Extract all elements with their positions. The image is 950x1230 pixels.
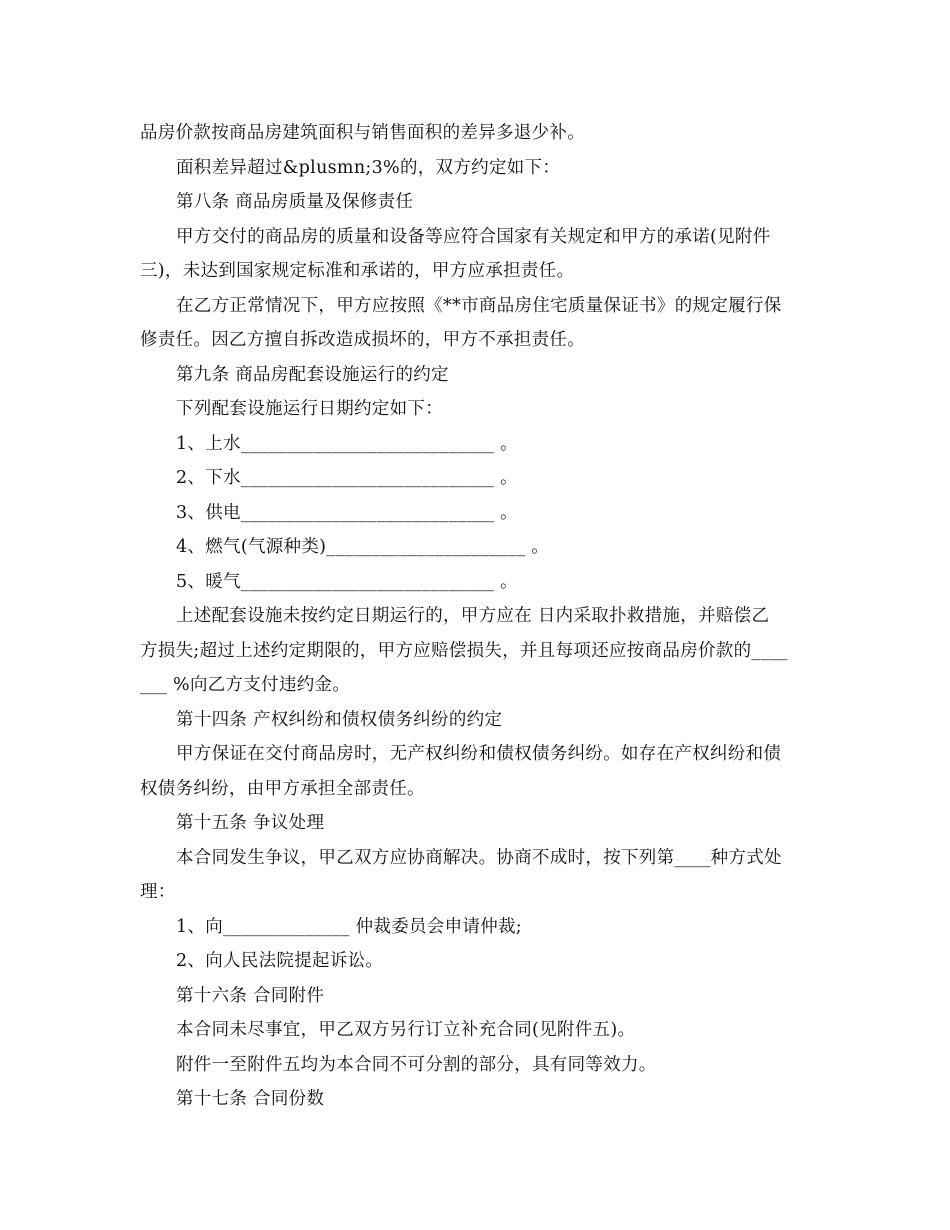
list-item: 2、下水____________________________ 。 — [176, 468, 518, 488]
text-line: 方损失;超过上述约定期限的，甲方应赔偿损失，并且每项还应按商品房价款的____ — [140, 640, 788, 661]
text-line: 本合同发生争议，甲乙双方应协商解决。协商不成时，按下列第____种方式处 — [176, 847, 782, 868]
text-line: 下列配套设施运行日期约定如下： — [176, 399, 443, 419]
text-line: 三)，未达到国家规定标准和承诺的，甲方应承担责任。 — [140, 261, 575, 281]
text-line: 附件一至附件五均为本合同不可分割的部分，具有同等效力。 — [176, 1054, 657, 1075]
list-item: 1、上水____________________________ 。 — [176, 433, 518, 454]
list-item: 3、供电____________________________ 。 — [176, 502, 518, 523]
section-heading: 第十七条 合同份数 — [176, 1089, 325, 1109]
section-heading: 第九条 商品房配套设施运行的约定 — [176, 364, 449, 385]
text-line: 在乙方正常情况下，甲方应按照《**市商品房住宅质量保证书》的规定履行保 — [176, 295, 782, 316]
list-item: 2、向人民法院提起诉讼。 — [176, 951, 384, 971]
text-line: 甲方交付的商品房的质量和设备等应符合国家有关规定和甲方的承诺(见附件 — [176, 226, 771, 247]
section-heading: 第十五条 争议处理 — [176, 813, 325, 833]
text-line: 面积差异超过&plusmn;3%的，双方约定如下： — [176, 157, 561, 178]
list-item: 4、燃气(气源种类)______________________ 。 — [176, 537, 550, 557]
section-heading: 第八条 商品房质量及保修责任 — [176, 192, 414, 212]
text-line: 理： — [140, 882, 176, 902]
text-line: ___ %向乙方支付违约金。 — [140, 675, 351, 695]
section-heading: 第十四条 产权纠纷和债权债务纠纷的约定 — [176, 709, 503, 730]
list-item: 5、暖气____________________________ 。 — [176, 571, 518, 592]
text-line: 修责任。因乙方擅自拆改造成损坏的，甲方不承担责任。 — [140, 330, 585, 350]
document-body — [140, 116, 820, 1117]
list-item: 1、向______________ 仲裁委员会申请仲裁; — [176, 916, 522, 937]
text-line: 权债务纠纷，由甲方承担全部责任。 — [140, 778, 425, 799]
section-heading: 第十六条 合同附件 — [176, 985, 325, 1006]
text-line: 品房价款按商品房建筑面积与销售面积的差异多退少补。 — [140, 123, 585, 143]
text-line: 甲方保证在交付商品房时，无产权纠纷和债权债务纠纷。如存在产权纠纷和债 — [176, 744, 782, 764]
text-line: 上述配套设施未按约定日期运行的，甲方应在 日内采取扑救措施，并赔偿乙 — [176, 606, 770, 626]
text-line: 本合同未尽事宜，甲乙双方另行订立补充合同(见附件五)。 — [176, 1020, 636, 1040]
